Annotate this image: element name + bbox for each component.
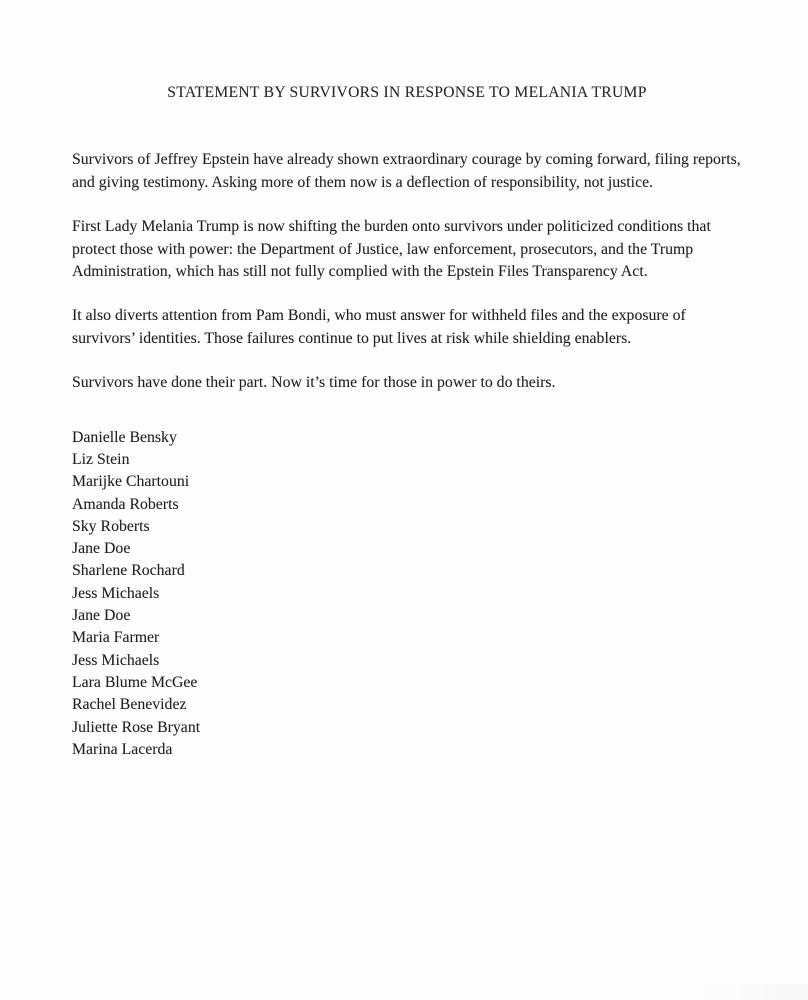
signatory-name: Jess Michaels <box>72 651 160 669</box>
signatory-name: Rachel Benevidez <box>72 696 187 714</box>
signatory-name: Lara Blume McGee <box>72 673 198 691</box>
signatory-name: Sharlene Rochard <box>72 562 185 580</box>
signatory-list <box>72 427 742 761</box>
signatory-name: Danielle Bensky <box>72 428 177 446</box>
signatory-name: Jane Doe <box>72 540 131 558</box>
paragraph-list <box>72 149 742 394</box>
signatory-name: Sky Roberts <box>72 517 150 535</box>
paragraph: First Lady Melania Trump is now shifting the burden onto survivors under politicized conditions that protect those with power: the Department of Justice, law enforcement, prosecutors, and the Trump Administration, which has still not fully complied with the Epstein Files Transparency Act. <box>72 218 711 281</box>
page-edge-shading <box>678 984 808 1000</box>
signatory-name: Marijke Chartouni <box>72 473 190 491</box>
signatory-name: Jess Michaels <box>72 584 160 602</box>
paragraph: Survivors have done their part. Now it’s time for those in power to do theirs. <box>72 374 556 392</box>
document-title: STATEMENT BY SURVIVORS IN RESPONSE TO MELANIA TRUMP <box>167 84 647 101</box>
paragraph: Survivors of Jeffrey Epstein have already shown extraordinary courage by coming forward, filing reports, and giving testimony. Asking more of them now is a deflection of responsibility, not justice. <box>72 151 741 191</box>
signatory-name: Liz Stein <box>72 450 130 468</box>
signatory-name: Juliette Rose Bryant <box>72 718 201 736</box>
signatory-name: Marina Lacerda <box>72 740 173 758</box>
signatory-name: Jane Doe <box>72 607 131 625</box>
paragraph: It also diverts attention from Pam Bondi, who must answer for withheld files and the exposure of survivors’ identities. Those failures continue to put lives at risk while shielding enablers. <box>72 307 686 347</box>
signatory-name: Maria Farmer <box>72 629 160 647</box>
signatory-name: Amanda Roberts <box>72 495 179 513</box>
